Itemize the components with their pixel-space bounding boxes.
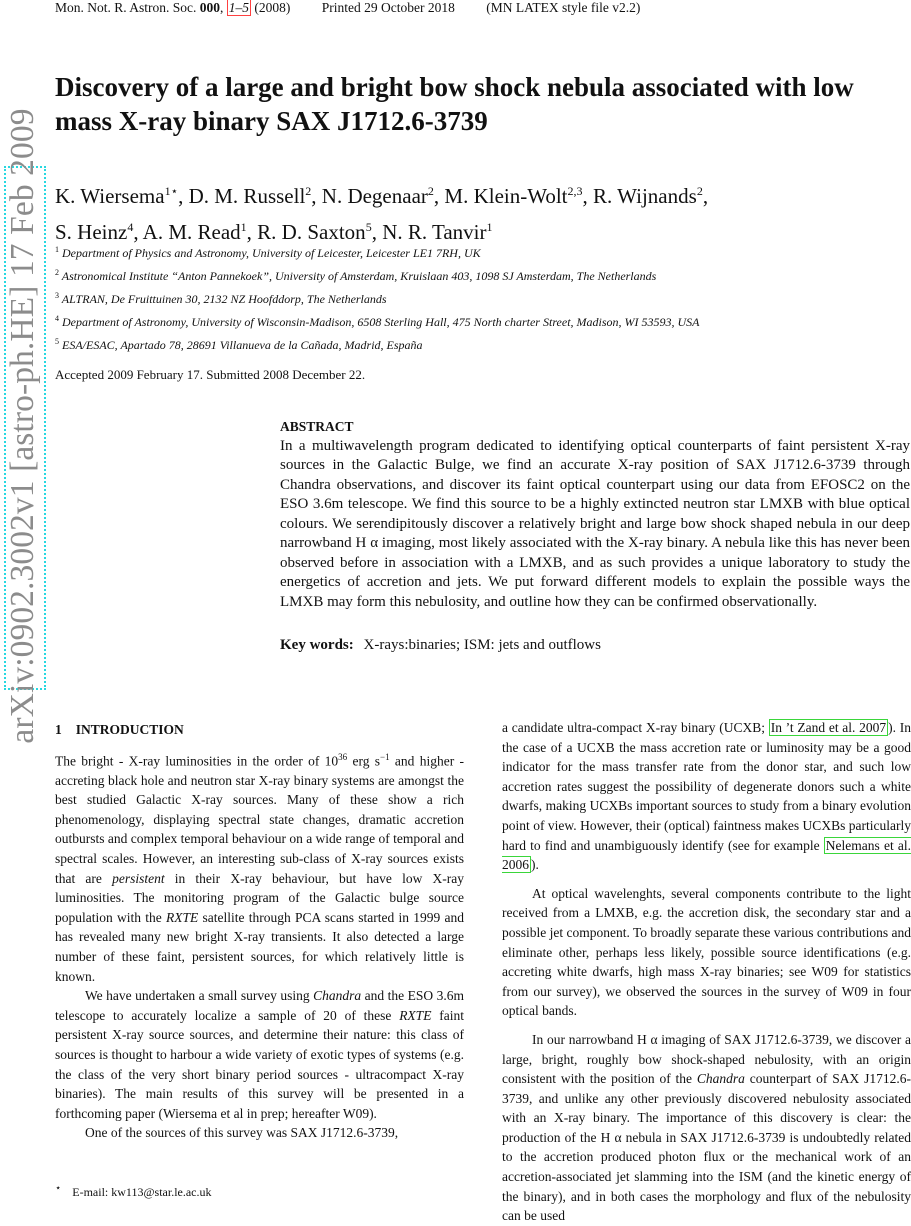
left-column: [55, 720, 464, 1143]
citation-link[interactable]: Nelemans et al. 2006: [502, 837, 911, 873]
affiliation: $^2$ Astronomical Institute “Anton Pannekoek”, University of Amsterdam, Kruislaan 403, 1098 SJ Amsterdam, The Netherlands: [55, 268, 657, 283]
abstract-heading: ABSTRACT: [280, 419, 354, 434]
author: N. Degenaar$^2$,: [321, 184, 445, 208]
paragraph: One of the sources of this survey was SAX J1712.6-3739,: [85, 1125, 399, 1141]
paragraph: We have undertaken a small survey using Chandra and the ESO 3.6m telescope to accurately localize a sample of 20 of these RXTE faint persistent X-ray source sources, and determine their nature: this class of sources is thought to harbour a wide variety of exotic types of systems (e.g. the class of the very short binary period sources - ultracompact X-ray binaries). The main results of this survey will be presented in a forthcoming paper (Wiersema et al in prep; hereafter W09).: [55, 988, 464, 1121]
running-header: [55, 0, 668, 16]
paragraph: In our narrowband H α imaging of SAX J1712.6-3739, we discover a large, bright, roughly bow shock-shaped nebulosity, with an origin consistent with the position of the Chandra counterpart of SAX J1712.6-3739, and unlike any other previously discovered nebulosity associated with an X-ray binary. The importance of this discovery is clear: the production of the H α nebula in SAX J1712.6-3739 is undoubtedly related to the accretion produced photon flux or the mechanical work of an accretion-associated jet slamming into the ISM (and the kinetic energy of the binary), and in both cases the morphology and flux of the nebulosity can be used: [502, 1031, 911, 1224]
author: M. Klein-Wolt$^{2,3}$,: [444, 184, 594, 208]
accepted-date: Accepted 2009 February 17. Submitted 2008 December 22.: [55, 367, 366, 382]
citation-link[interactable]: In ’t Zand et al. 2007: [770, 720, 887, 735]
keywords: [280, 637, 601, 654]
footnote-email: E-mail: kw113@star.le.ac.uk: [72, 1185, 212, 1199]
author-list: [55, 176, 895, 248]
paper-title: Discovery of a large and bright bow shock nebula associated with low mass X-ray binary SAX J1712.6-3739: [55, 72, 854, 136]
page-range-link[interactable]: 1–5: [228, 0, 250, 15]
author: A. M. Read$^1$,: [142, 220, 258, 244]
author: R. Wijnands$^2$,: [593, 184, 709, 208]
footnote: [55, 1183, 212, 1200]
style-file: (MN LATEX style file v2.2): [486, 0, 641, 15]
author: K. Wiersema$^{1⋆}$,: [55, 184, 189, 208]
paragraph: a candidate ultra-compact X-ray binary (UCXB; In ’t Zand et al. 2007 ). In the case of a UCXB the mass accretion rate or luminosity may be a good indicator for the mass transfer rate from the donor star, and such low accretion rates suggest the possibility of degenerate donors such a white dwarfs, making UCXBs important sources to study from a binary evolution point of view. However, their (optical) faintness makes UCXBs particularly hard to find and unambiguously identify (see for example Nelemans et al. 2006 ).: [502, 720, 911, 873]
author: D. M. Russell$^2$,: [188, 184, 322, 208]
affiliation: $^4$ Department of Astronomy, University of Wisconsin-Madison, 6508 Sterling Hall, 475 North charter Street, Madison, WI 53593, USA: [55, 314, 700, 329]
affiliation: $^1$ Department of Physics and Astronomy, University of Leicester, Leicester LE1 7RH, UK: [55, 245, 481, 260]
affiliation-list: [55, 240, 895, 355]
right-column: [502, 718, 911, 1226]
section-heading: 1 INTRODUCTION: [55, 722, 184, 737]
journal-ref: Mon. Not. R. Astron. Soc. 000, 1–5 (2008): [55, 0, 291, 15]
paragraph: At optical wavelenghts, several components contribute to the light received from a LMXB, e.g. the accretion disk, the secondary star and a possible jet component. To broadly separate these various contributions and eliminate other, perhaps less likely, possible source identifications (e.g. accreting white dwarfs, high mass X-ray binaries; see W09 for statistics from our survey), we observed the sources in the survey of W09 in four optical bands.: [502, 885, 911, 1019]
keywords-label: Key words:: [280, 637, 354, 653]
author: S. Heinz$^4$,: [55, 220, 143, 244]
affiliation: $^3$ ALTRAN, De Fruittuinen 30, 2132 NZ Hoofddorp, The Netherlands: [55, 291, 387, 306]
paragraph: The bright - X-ray luminosities in the order of $10^{36}$ erg $s^{-1}$ and higher - accreting black hole and neutron star X-ray binary systems are amongst the best studied Galactic X-ray sources. Many of these show a rich phenomenology, displaying spectral state changes, dramatic accretion outbursts and complex temporal behaviour on a wide range of temporal and spectral scales. However, an interesting sub-class of X-ray sources exists that are persistent in their X-ray behaviour, but have low X-ray luminosities. The monitoring program of the Galactic bulge source population with the RXTE satellite through PCA scans started in 1999 and has revealed many new bright X-ray transients. It also detected a large number of these faint, persistent sources, for which relatively little is known.: [55, 751, 465, 984]
printed-date: Printed 29 October 2018: [321, 0, 455, 15]
abstract-text: In a multiwavelength program dedicated to identifying optical counterparts of faint persistent X-ray sources in the Galactic Bulge, we find an accurate X-ray position of SAX J1712.6-3739 through Chandra observations, and discover its faint optical counterpart using our data from EFOSC2 on the ESO 3.6m telescope. We find this source to be a highly extincted neutron star LMXB with blue optical colours. We serendipitously discover a relatively bright and large bow shock shaped nebula in our deep narrowband H α imaging, most likely associated with the X-ray binary. A nebula like this has never been observed before in association with a LMXB, and as such provides a unique laboratory to study the energetics of accretion and jets. We put forward different models to explain the possible ways the LMXB may form this nebulosity, and outline how they can be confirmed observationally.: [280, 437, 910, 610]
affiliation: $^5$ ESA/ESAC, Apartado 78, 28691 Villanueva de la Cañada, Madrid, España: [55, 337, 423, 352]
abstract: [280, 417, 910, 612]
keywords-text: X-rays:binaries; ISM: jets and outflows: [363, 637, 601, 653]
author: R. D. Saxton$^5$,: [257, 220, 383, 244]
footnote-mark: ⋆: [55, 1183, 62, 1194]
author: N. R. Tanvir$^1$: [382, 220, 493, 244]
arxiv-stamp[interactable]: arXiv:0902.3002v1 [astro-ph.HE] 17 Feb 2009: [4, 108, 41, 744]
